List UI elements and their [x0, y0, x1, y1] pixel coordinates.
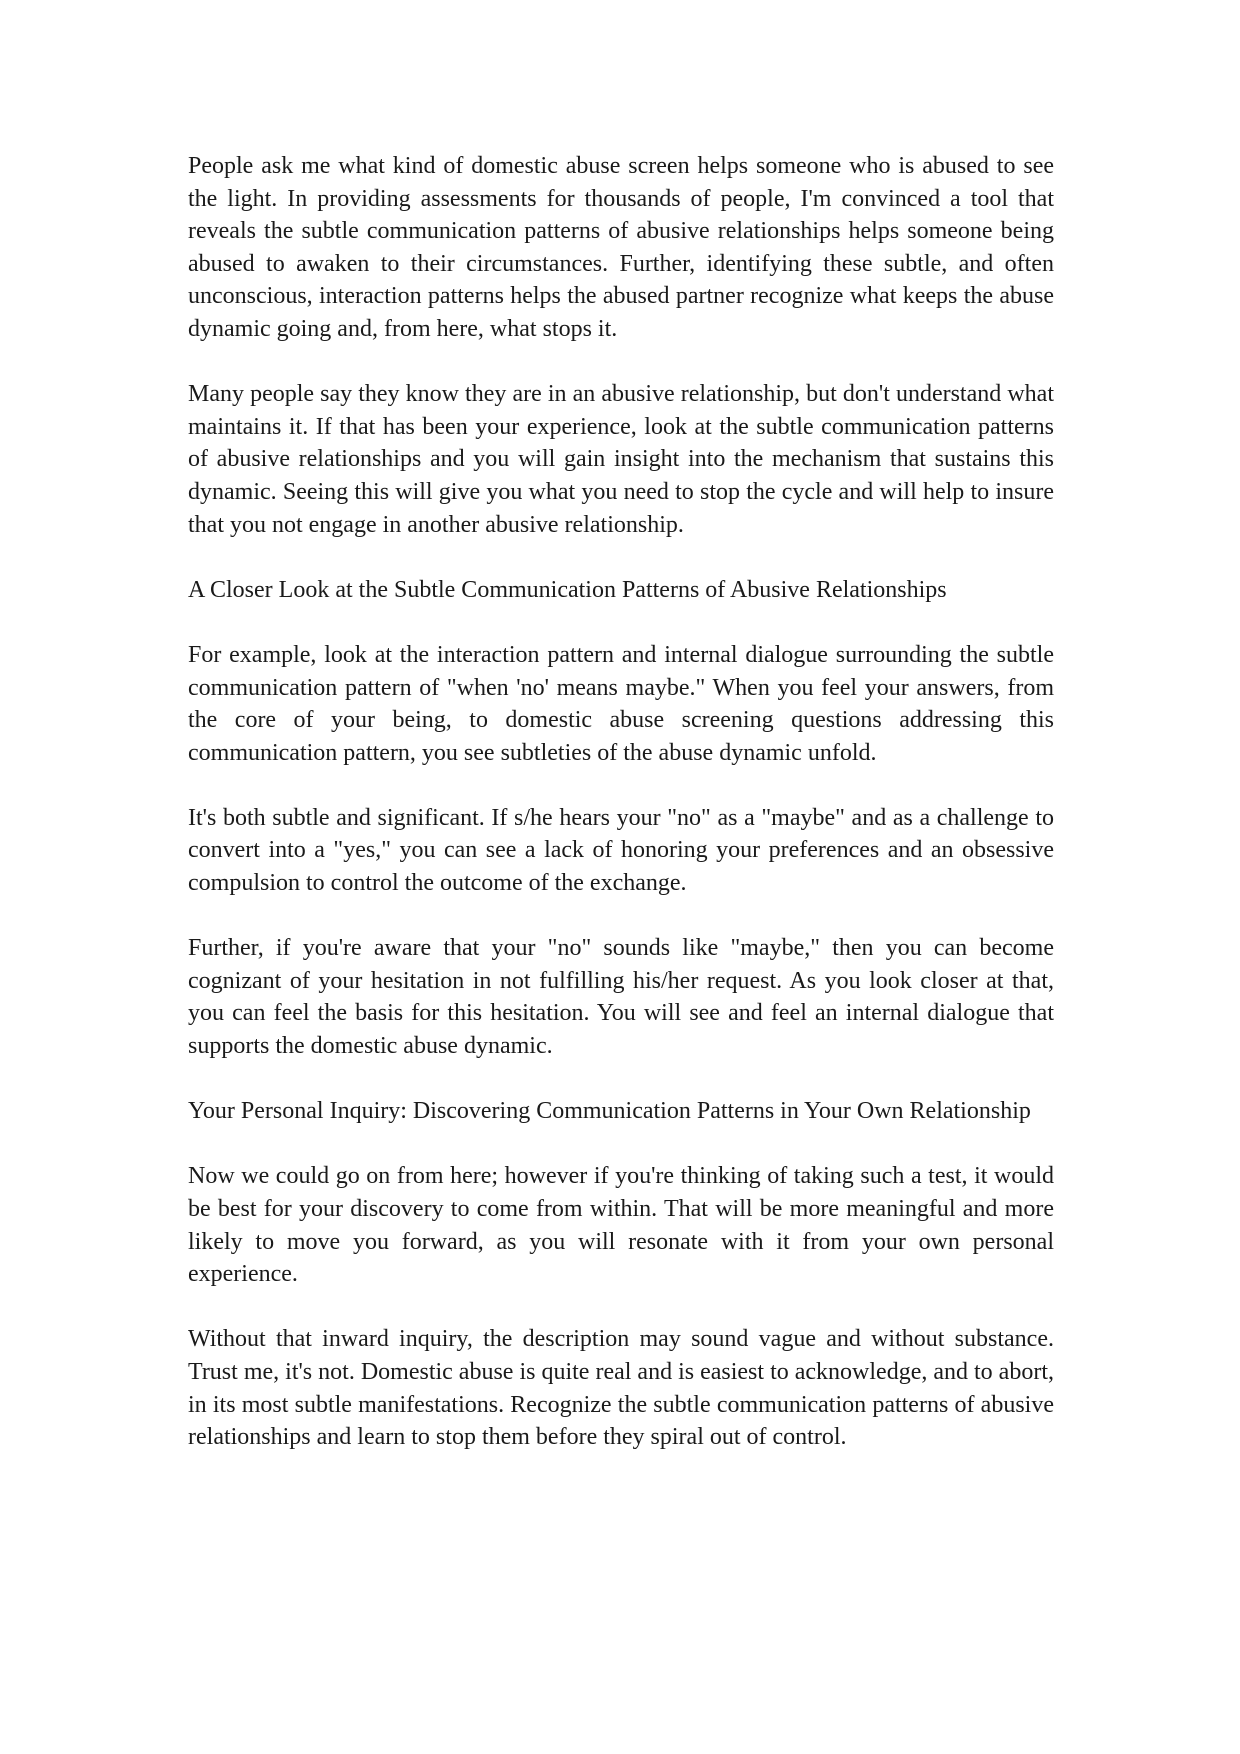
- paragraph-further: Further, if you're aware that your "no" sounds like "maybe," then you can become cognizant of your hesitation in not fulfilling his/her request. As you look closer at that, you can feel the basis for this hesitation. You will see and feel an internal dialogue that supports the domestic abuse dynamic.: [188, 935, 1054, 1060]
- paragraph-intro: People ask me what kind of domestic abuse screen helps someone who is abused to see the light. In providing assessments for thousands of people, I'm convinced a tool that reveals the subtle communication patterns of abusive relationships helps someone being abused to awaken to their circumstances. Further, identifying these subtle, and often unconscious, interaction patterns helps the abused partner recognize what keeps the abuse dynamic going and, from here, what stops it.: [188, 153, 1054, 342]
- section-heading-closer-look: A Closer Look at the Subtle Communication Patterns of Abusive Relationships: [188, 576, 947, 603]
- paragraph-without: Without that inward inquiry, the description may sound vague and without substance. Trust me, it's not. Domestic abuse is quite real and is easiest to acknowledge, and to abort, in its most subtle manifestations. Recognize the subtle communication patterns of abusive relationships and learn to stop them before they spiral out of control.: [188, 1326, 1054, 1451]
- document-body: [188, 150, 1054, 1486]
- paragraph-now: Now we could go on from here; however if you're thinking of taking such a test, it would be best for your discovery to come from within. That will be more meaningful and more likely to move you forward, as you will resonate with it from your own personal experience.: [188, 1163, 1054, 1288]
- paragraph-subtle-significant: It's both subtle and significant. If s/he hears your "no" as a "maybe" and as a challenge to convert into a "yes," you can see a lack of honoring your preferences and an obsessive compulsion to control the outcome of the exchange.: [188, 804, 1054, 897]
- paragraph-maintains: Many people say they know they are in an abusive relationship, but don't understand what maintains it. If that has been your experience, look at the subtle communication patterns of abusive relationships and you will gain insight into the mechanism that sustains this dynamic. Seeing this will give you what you need to stop the cycle and will help to insure that you not engage in another abusive relationship.: [188, 381, 1054, 538]
- section-heading-personal-inquiry: Your Personal Inquiry: Discovering Communication Patterns in Your Own Relationship: [188, 1098, 1031, 1125]
- paragraph-example: For example, look at the interaction pattern and internal dialogue surrounding the subtle communication pattern of "when 'no' means maybe." When you feel your answers, from the core of your being, to domestic abuse screening questions addressing this communication pattern, you see subtleties of the abuse dynamic unfold.: [188, 641, 1054, 766]
